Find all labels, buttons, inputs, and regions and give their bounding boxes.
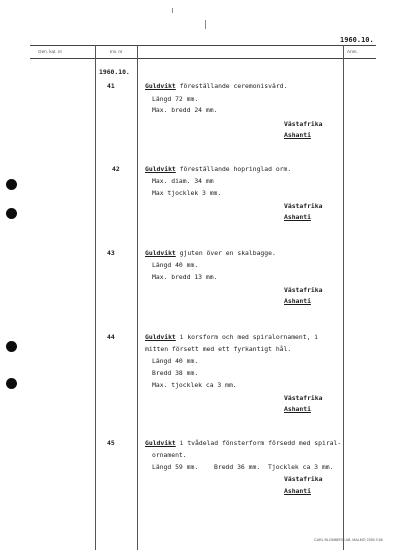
entry-region: Västafrika — [284, 475, 323, 483]
column-divider — [343, 45, 344, 550]
entry-region: Västafrika — [284, 394, 323, 402]
entry-people: Ashanti — [284, 131, 311, 139]
column-header-anm: Anm. — [347, 49, 358, 54]
entry-title — [145, 334, 318, 340]
year-stamp: 1960.10. — [340, 36, 374, 44]
column-divider — [95, 45, 96, 550]
entry-measure: Längd 59 mm. — [152, 463, 199, 471]
printer-footer: CARL BLOMBERG AB, MALMÖ 2289 3 68 — [314, 538, 383, 542]
entry-keyword: Guldvikt — [145, 439, 176, 447]
entry-measure: Max. diam. 34 mm — [152, 177, 214, 185]
inv-number: 43 — [107, 249, 115, 257]
inv-number: 42 — [112, 165, 120, 173]
entry-measure: Tjocklek ca 3 mm. — [268, 463, 334, 471]
entry-measure: Max. tjocklek ca 3 mm. — [152, 381, 237, 389]
entry-title-continued: ornament. — [152, 451, 187, 459]
entry-measure: Längd 40 mm. — [152, 261, 199, 269]
entry-measure: Max. bredd 13 mm. — [152, 273, 218, 281]
entry-people: Ashanti — [284, 405, 311, 413]
entry-title — [145, 250, 276, 256]
entry-region: Västafrika — [284, 286, 323, 294]
entry-title — [145, 166, 291, 172]
entry-measure: Max. bredd 24 mm. — [152, 106, 218, 114]
entry-title-rest: föreställande ceremonisvärd. — [175, 82, 288, 90]
entry-title-rest: i korsform och med spiralornament, i — [175, 333, 319, 341]
entry-measure: Längd 40 mm. — [152, 357, 199, 365]
entry-title-rest: i tvådelad fönsterform försedd med spiral- — [175, 439, 342, 447]
entry-measure: Längd 72 mm. — [152, 95, 199, 103]
top-tick-mark — [172, 8, 173, 13]
entry-keyword: Guldvikt — [145, 249, 176, 257]
entry-title — [145, 440, 341, 446]
header-bottom-rule — [30, 58, 376, 59]
punch-hole — [6, 179, 17, 190]
punch-hole — [6, 341, 17, 352]
entry-region: Västafrika — [284, 120, 323, 128]
entry-title-rest: gjuten över en skalbagge. — [175, 249, 276, 257]
inv-number: 44 — [107, 333, 115, 341]
punch-hole — [6, 208, 17, 219]
entry-measure: Max tjocklek 3 mm. — [152, 189, 222, 197]
entry-people: Ashanti — [284, 213, 311, 221]
entry-people: Ashanti — [284, 487, 311, 495]
inv-number: 45 — [107, 439, 115, 447]
entry-people: Ashanti — [284, 297, 311, 305]
entry-keyword: Guldvikt — [145, 82, 176, 90]
inv-number: 41 — [107, 82, 115, 90]
entry-measure: Bredd 38 mm. — [152, 369, 199, 377]
punch-hole — [6, 378, 17, 389]
entry-region: Västafrika — [284, 202, 323, 210]
entry-keyword: Guldvikt — [145, 165, 176, 173]
column-header-gen-kat-nr: Gen. kat. nr — [38, 49, 63, 54]
header-top-rule — [30, 45, 376, 46]
column-header-inv-nr: Inv. nr — [110, 49, 123, 54]
entry-keyword: Guldvikt — [145, 333, 176, 341]
top-tick-mark — [205, 20, 206, 29]
first-row-inv-date: 1960.10. — [99, 68, 130, 76]
column-divider — [137, 45, 138, 550]
entry-title — [145, 83, 287, 89]
entry-title-rest: föreställande hopringlad orm. — [175, 165, 292, 173]
entry-title-continued: mitten försett med ett fyrkantigt hål. — [145, 345, 292, 353]
entry-measure: Bredd 36 mm. — [214, 463, 261, 471]
